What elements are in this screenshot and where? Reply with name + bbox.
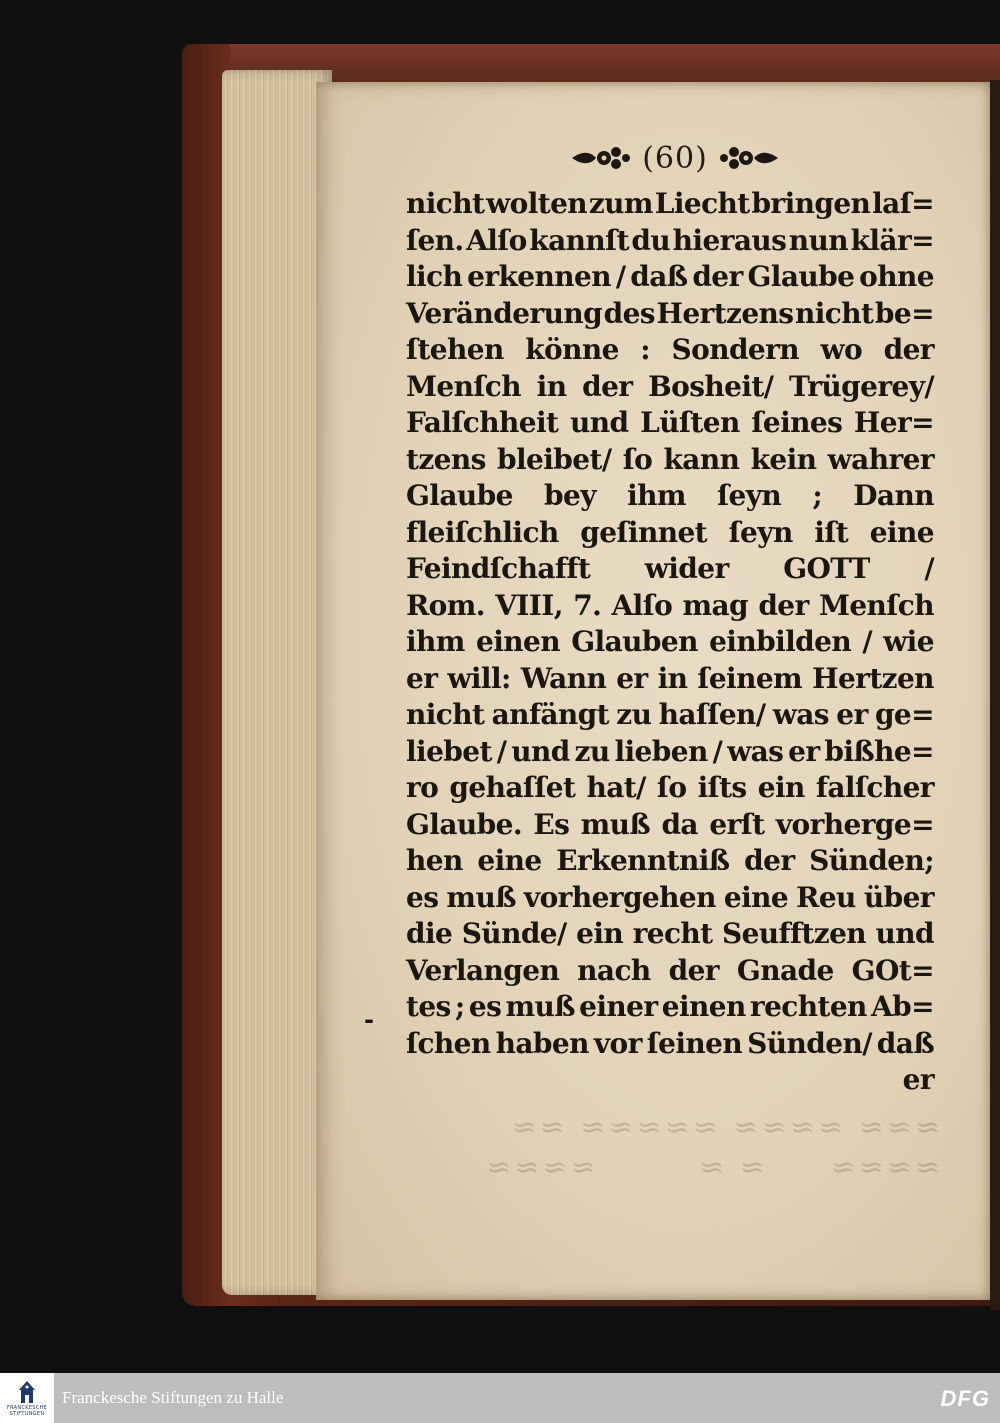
word: daß — [630, 260, 688, 293]
text-line — [406, 259, 934, 296]
word: Sünde/ — [461, 917, 567, 950]
word: : — [640, 333, 651, 366]
word: Glauben — [571, 625, 698, 658]
word: erkennen — [467, 260, 611, 293]
word: Seufftzen — [721, 917, 867, 950]
word: es — [406, 880, 439, 914]
word: will: — [447, 661, 511, 695]
word: Trügerey/ — [789, 369, 934, 403]
word: VIII, — [495, 588, 563, 622]
word: was — [772, 698, 829, 731]
word: Lüſten — [640, 406, 740, 439]
word: er — [616, 661, 648, 695]
word: wo — [820, 333, 863, 366]
word: ſeyn — [717, 479, 782, 512]
catchword: er — [902, 1063, 934, 1096]
word: laſ= — [872, 187, 934, 220]
word: Dann — [853, 479, 934, 512]
word: des — [603, 296, 655, 330]
word: ihm — [406, 625, 465, 658]
word: ſen. — [406, 223, 464, 257]
word: vorhergehen — [523, 880, 716, 914]
text-line — [406, 515, 934, 552]
word: könne — [525, 333, 619, 366]
word: der — [744, 844, 795, 877]
catchword-line — [406, 1062, 934, 1099]
word: Sünden/ — [747, 1026, 872, 1060]
word: recht — [632, 917, 713, 950]
text-line — [406, 186, 934, 223]
word: 7. — [573, 588, 602, 622]
word: er — [788, 734, 820, 768]
word: mag — [682, 588, 749, 622]
word: lieben — [614, 734, 708, 768]
word: Hertzen — [812, 661, 934, 695]
word: be= — [874, 296, 934, 330]
text-line — [406, 478, 934, 515]
word: muß — [580, 807, 651, 841]
margin-mark: - — [364, 1006, 374, 1034]
word: zu — [616, 698, 652, 731]
word: hat/ — [586, 771, 646, 804]
word: ro — [406, 771, 439, 804]
text-line — [406, 697, 934, 734]
word: klär= — [850, 223, 934, 257]
text-line — [406, 588, 934, 625]
word: ; — [454, 990, 465, 1023]
word: einbilden — [709, 625, 852, 658]
word: muß — [505, 990, 575, 1023]
word: Ab= — [871, 990, 934, 1023]
word: / — [615, 260, 626, 293]
word: Reu — [796, 880, 856, 914]
word: gehaſſet — [449, 771, 576, 804]
word: fleiſchlich — [406, 515, 559, 549]
word: ſo — [622, 442, 653, 476]
word: wie — [883, 625, 934, 658]
orphan-house-icon — [16, 1379, 38, 1405]
word: iſt — [814, 515, 849, 549]
word: und — [511, 734, 570, 768]
word: Veränderung — [406, 296, 603, 330]
word: bleibet/ — [497, 442, 612, 476]
book-cover-top — [230, 44, 1000, 84]
word: Hertzens — [656, 296, 794, 330]
word: lich — [406, 260, 463, 293]
word: Falſchheit — [406, 406, 559, 439]
word: / — [862, 625, 872, 658]
word: Menſch — [406, 369, 522, 403]
word: die — [406, 917, 453, 950]
word: in — [657, 661, 688, 695]
page-number: (60) — [642, 140, 708, 176]
word: der — [692, 260, 743, 293]
text-line — [406, 223, 934, 260]
word: Sünden; — [809, 844, 934, 877]
word: kann — [663, 442, 740, 476]
word: bringen — [751, 187, 871, 220]
word: muß — [446, 880, 516, 914]
word: einen — [661, 990, 746, 1023]
word: GOTT — [783, 552, 870, 585]
word: vorherge= — [775, 807, 934, 841]
word: iſts — [697, 771, 747, 804]
word: nicht — [795, 296, 874, 330]
word: haben — [495, 1026, 589, 1060]
word: nicht — [406, 698, 485, 731]
word: haſſen/ — [658, 698, 766, 731]
word: tzens — [406, 442, 486, 476]
word: der — [668, 953, 719, 987]
institution-name: Franckesche Stiftungen zu Halle — [62, 1388, 284, 1407]
word: GOt= — [851, 953, 934, 987]
word: nun — [788, 223, 849, 257]
word: zum — [588, 187, 653, 220]
word: Feindſchafft — [406, 552, 591, 585]
word: ſchen — [406, 1026, 491, 1060]
text-line — [406, 551, 934, 588]
text-line — [406, 442, 934, 479]
word: und — [569, 406, 629, 439]
word: tes — [406, 990, 451, 1023]
word: geſinnet — [580, 515, 708, 549]
word: anfängt — [491, 698, 609, 731]
word: ſtehen — [406, 333, 504, 366]
word: ſo — [656, 771, 687, 804]
word: kannſt — [529, 223, 629, 257]
text-line — [406, 880, 934, 917]
word: liebet — [406, 734, 492, 768]
word: erſt — [709, 807, 765, 841]
word: Liecht — [654, 187, 750, 220]
word: eine — [869, 515, 934, 549]
word: ſeinen — [646, 1026, 743, 1060]
word: der — [582, 369, 633, 403]
word: einer — [579, 990, 658, 1023]
word: ihm — [627, 479, 686, 512]
word: kein — [750, 442, 817, 476]
word: Glaube — [406, 479, 513, 512]
word: Bosheit/ — [648, 369, 774, 403]
word: ein — [576, 917, 624, 950]
text-line — [406, 989, 934, 1026]
word: Menſch — [818, 588, 934, 622]
word: / — [924, 552, 934, 585]
word: Glaube. — [406, 807, 522, 841]
word: wider — [644, 552, 729, 585]
word: bey — [544, 479, 596, 512]
text-line — [406, 916, 934, 953]
word: Es — [533, 807, 570, 841]
right-fleuron-icon — [718, 143, 780, 173]
word: eine — [723, 880, 789, 914]
word: einen — [476, 625, 561, 658]
text-line — [406, 807, 934, 844]
body-text — [406, 186, 934, 1099]
dfg-logo: DFG — [940, 1386, 990, 1411]
word: ohne — [859, 260, 934, 293]
word: Verlangen — [406, 953, 560, 987]
word: ſeinem — [697, 661, 803, 695]
word: Erkenntniß — [556, 844, 730, 877]
word: hieraus — [672, 223, 787, 257]
word: / — [496, 734, 507, 768]
text-line — [406, 661, 934, 698]
word: da — [661, 807, 698, 841]
word: Alſo — [466, 223, 527, 257]
text-line — [406, 770, 934, 807]
word: was — [727, 734, 784, 768]
word: nicht — [406, 187, 485, 220]
word: du — [631, 223, 671, 257]
word: er — [836, 698, 868, 731]
text-line — [406, 369, 934, 406]
word: Alſo — [611, 588, 673, 622]
text-line — [406, 405, 934, 442]
text-line — [406, 953, 934, 990]
word: der — [758, 588, 809, 622]
text-line — [406, 296, 934, 333]
word: Glaube — [747, 260, 855, 293]
word: Rom. — [406, 588, 485, 622]
text-line — [406, 734, 934, 771]
text-line — [406, 624, 934, 661]
word: falſcher — [815, 771, 934, 804]
word: der — [883, 333, 934, 366]
word: zu — [574, 734, 610, 768]
word: wolten — [486, 187, 588, 220]
word: wahrer — [827, 442, 934, 476]
word: nach — [577, 953, 651, 987]
word: ; — [812, 479, 823, 512]
word: es — [468, 990, 502, 1023]
word: Her= — [853, 406, 934, 439]
page-header — [560, 136, 790, 180]
word: und — [875, 917, 934, 950]
show-through-text: ≈≈≈ ≈≈≈≈ ≈≈≈≈≈ ≈≈ ≈≈≈≈ ≈ ≈ ≈≈≈≈ — [483, 1110, 940, 1185]
text-line — [406, 332, 934, 369]
text-line — [406, 1026, 934, 1063]
word: Wann — [520, 661, 607, 695]
logo-text: FRANCKESCHE STIFTUNGEN — [6, 1405, 48, 1417]
text-line — [406, 843, 934, 880]
footer-bar — [0, 1373, 1000, 1423]
word: ge= — [874, 698, 934, 731]
word: Sondern — [671, 333, 800, 366]
word: Gnade — [736, 953, 834, 987]
word: vor — [593, 1026, 642, 1060]
word: ſeines — [751, 406, 843, 439]
institution-logo — [0, 1373, 54, 1423]
page-gutter-shadow — [990, 80, 1000, 1310]
word: / — [712, 734, 723, 768]
word: bißhe= — [824, 734, 934, 768]
word: ſeyn — [728, 515, 793, 549]
left-fleuron-icon — [570, 143, 632, 173]
word: hen — [406, 844, 463, 877]
word: rechten — [749, 990, 867, 1023]
word: er — [406, 661, 438, 695]
word: ein — [757, 771, 805, 804]
word: eine — [477, 844, 542, 877]
word: über — [863, 880, 934, 914]
word: in — [536, 369, 567, 403]
word: daß — [876, 1026, 934, 1060]
